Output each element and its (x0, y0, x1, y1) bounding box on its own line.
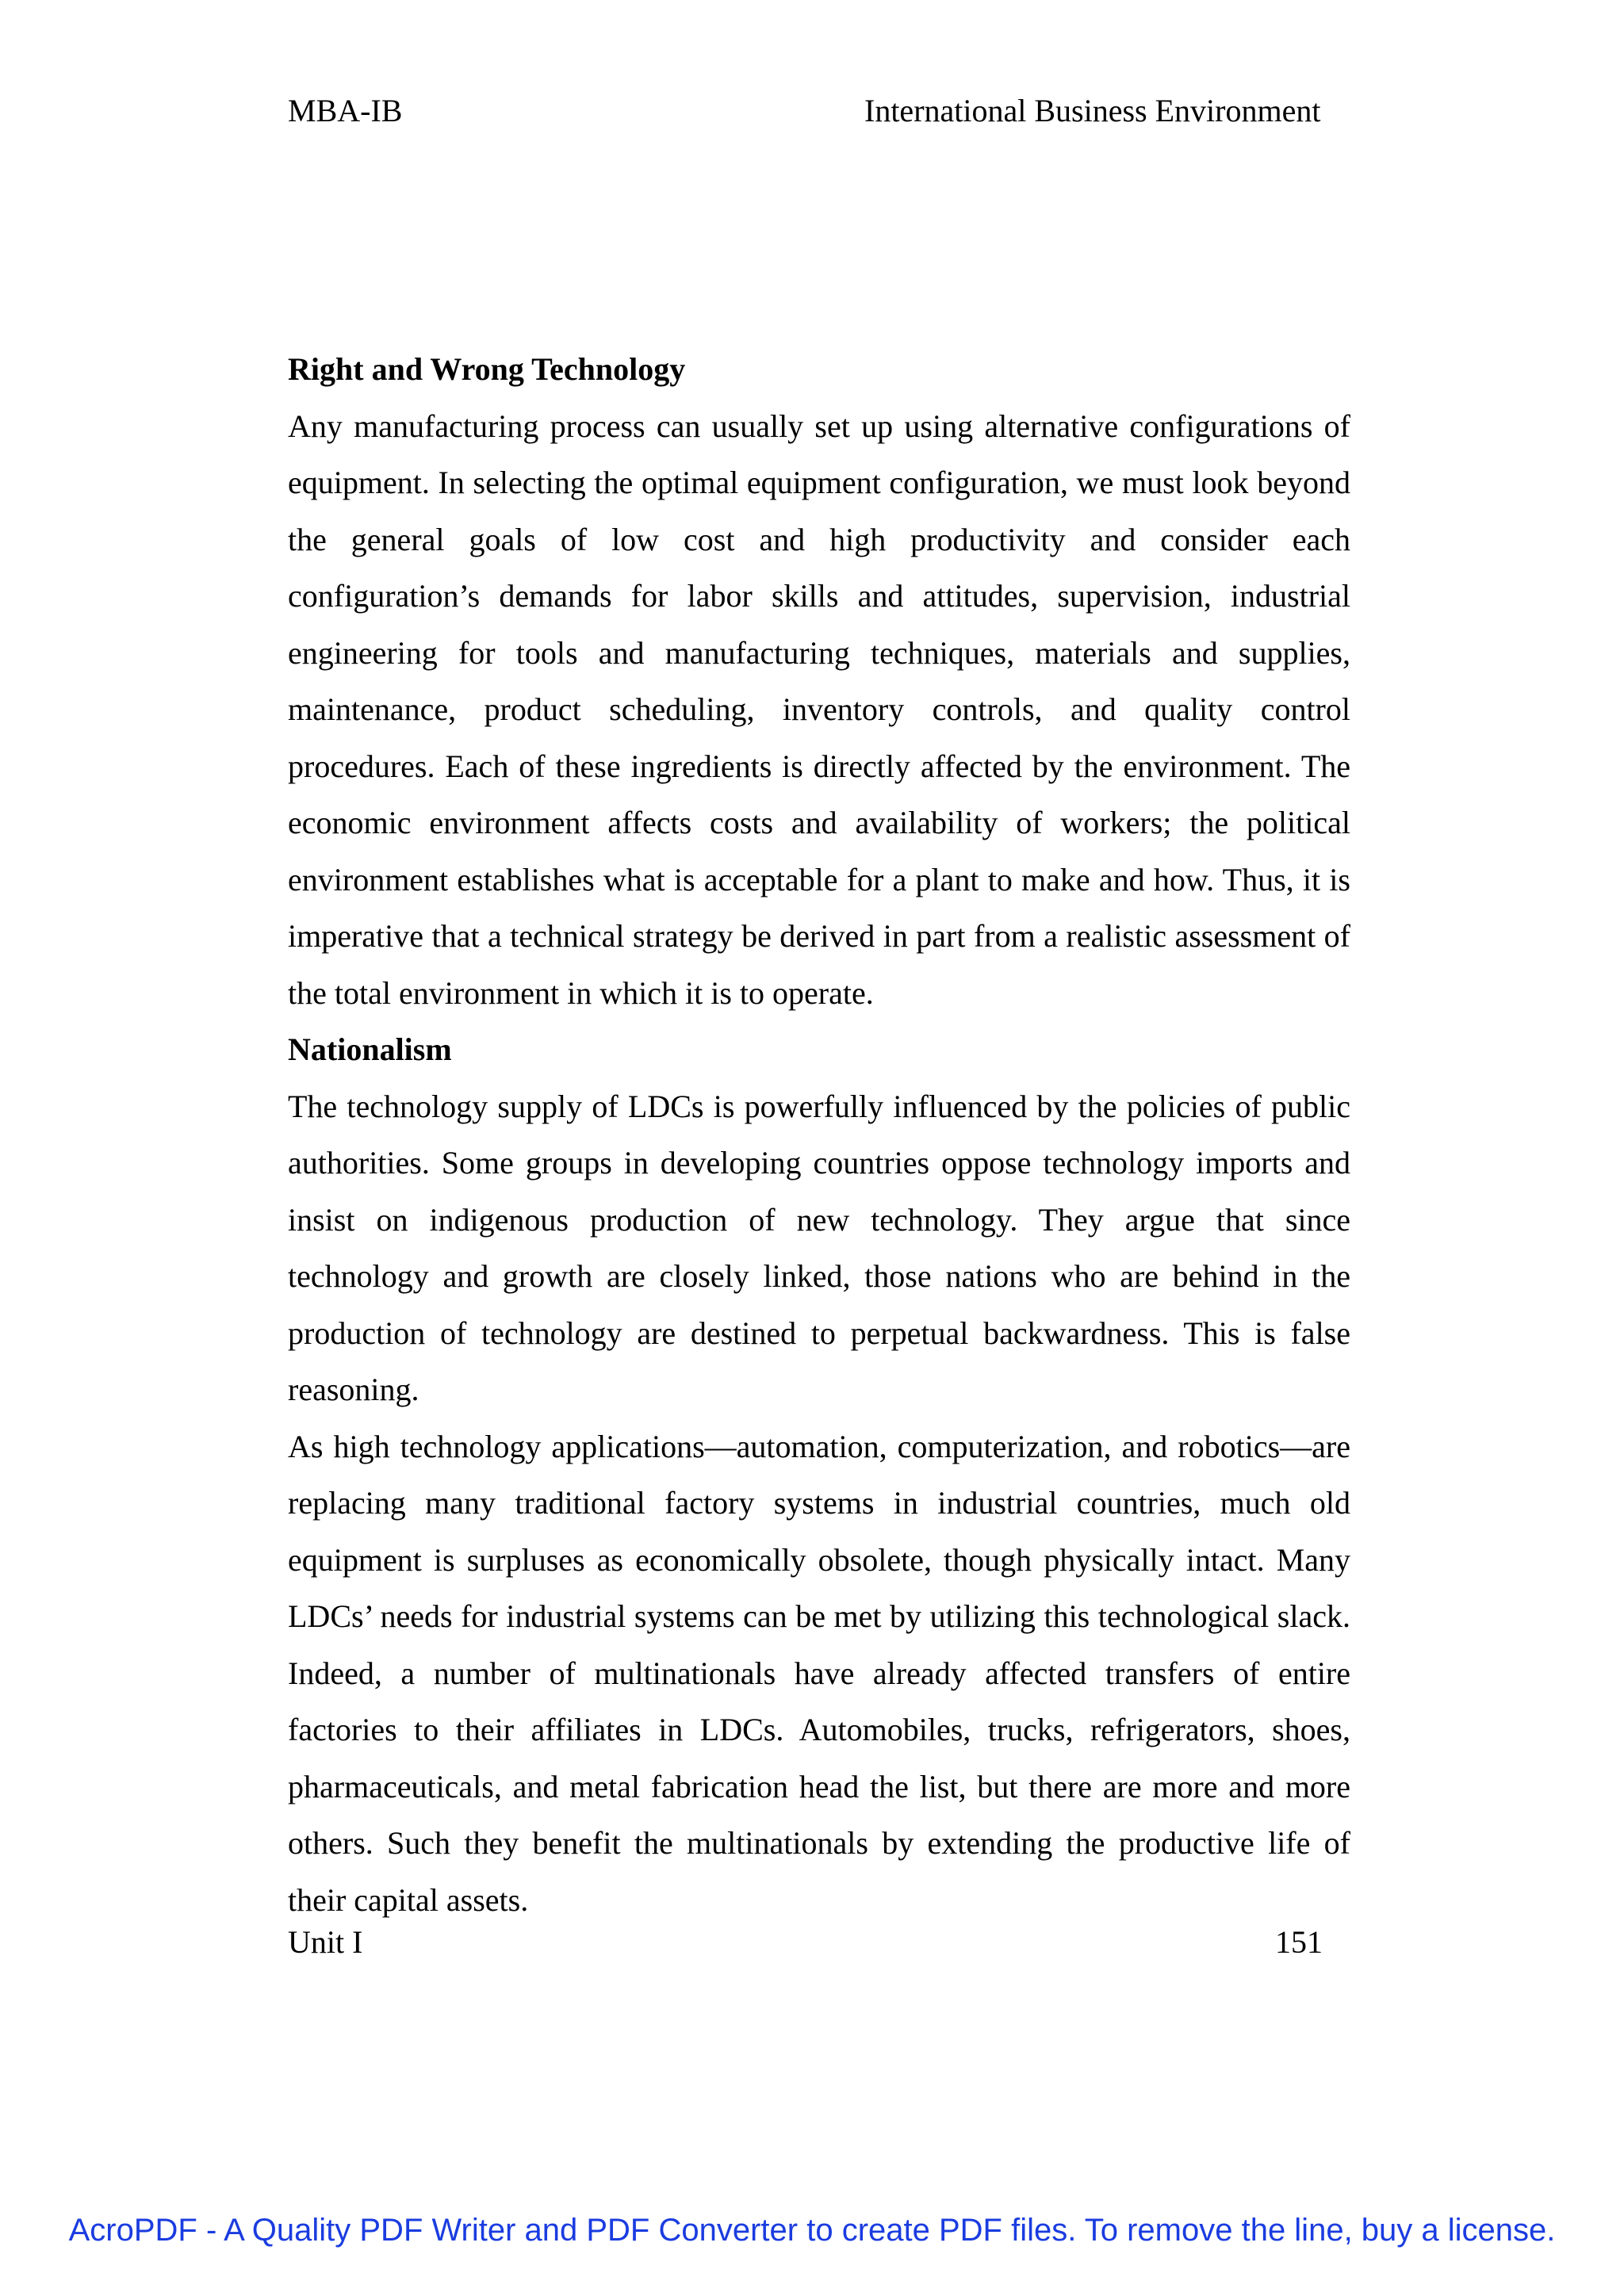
acropdf-watermark: AcroPDF - A Quality PDF Writer and PDF Converter to create PDF files. To remove the line, buy a license. (68, 2213, 1556, 2248)
footer-unit: Unit I (288, 1924, 363, 1960)
paragraph-right-wrong-technology: Any manufacturing process can usually set up using alternative configurations of equipment. In selecting the optimal equipment configuration, we must look beyond the general goals of low cost and high productivity and consider each configuration’s demands for labor skills and attitudes, supervision, industrial engineering for tools and manufacturing techniques, materials and supplies, maintenance, product scheduling, inventory controls, and quality control procedures. Each of these ingredients is directly affected by the environment. The economic environment affects costs and availability of workers; the political environment establishes what is acceptable for a plant to make and how. Thus, it is imperative that a technical strategy be derived in part from a realistic assessment of the total environment in which it is to operate. (288, 408, 1350, 1011)
section-heading-nationalism: Nationalism (288, 1031, 452, 1067)
footer-page-number: 151 (1275, 1924, 1323, 1960)
paragraph-nationalism-2: As high technology applications—automation, computerization, and robotics—are replacing many traditional factory systems in industrial countries, much old equipment is surpluses as economically obsolete, though physically intact. Many LDCs’ needs for industrial systems can be met by utilizing this technological slack. Indeed, a number of multinationals have already affected transfers of entire factories to their affiliates in LDCs. Automobiles, trucks, refrigerators, shoes, pharmaceuticals, and metal fabrication head the list, but there are more and more others. Such they benefit the multinationals by extending the productive life of their capital assets. (288, 1428, 1350, 1918)
section-heading-right-wrong-technology: Right and Wrong Technology (288, 351, 686, 387)
paragraph-nationalism-1: The technology supply of LDCs is powerfully influenced by the policies of public authorities. Some groups in developing countries oppose technology imports and insist on indigenous production of new technology. They argue that since technology and growth are closely linked, those nations who are behind in the production of technology are destined to perpetual backwardness. This is false reasoning. (288, 1088, 1350, 1407)
running-header-right: International Business Environment (864, 93, 1321, 128)
running-header-left: MBA-IB (288, 93, 403, 128)
page-content (288, 341, 1350, 1928)
